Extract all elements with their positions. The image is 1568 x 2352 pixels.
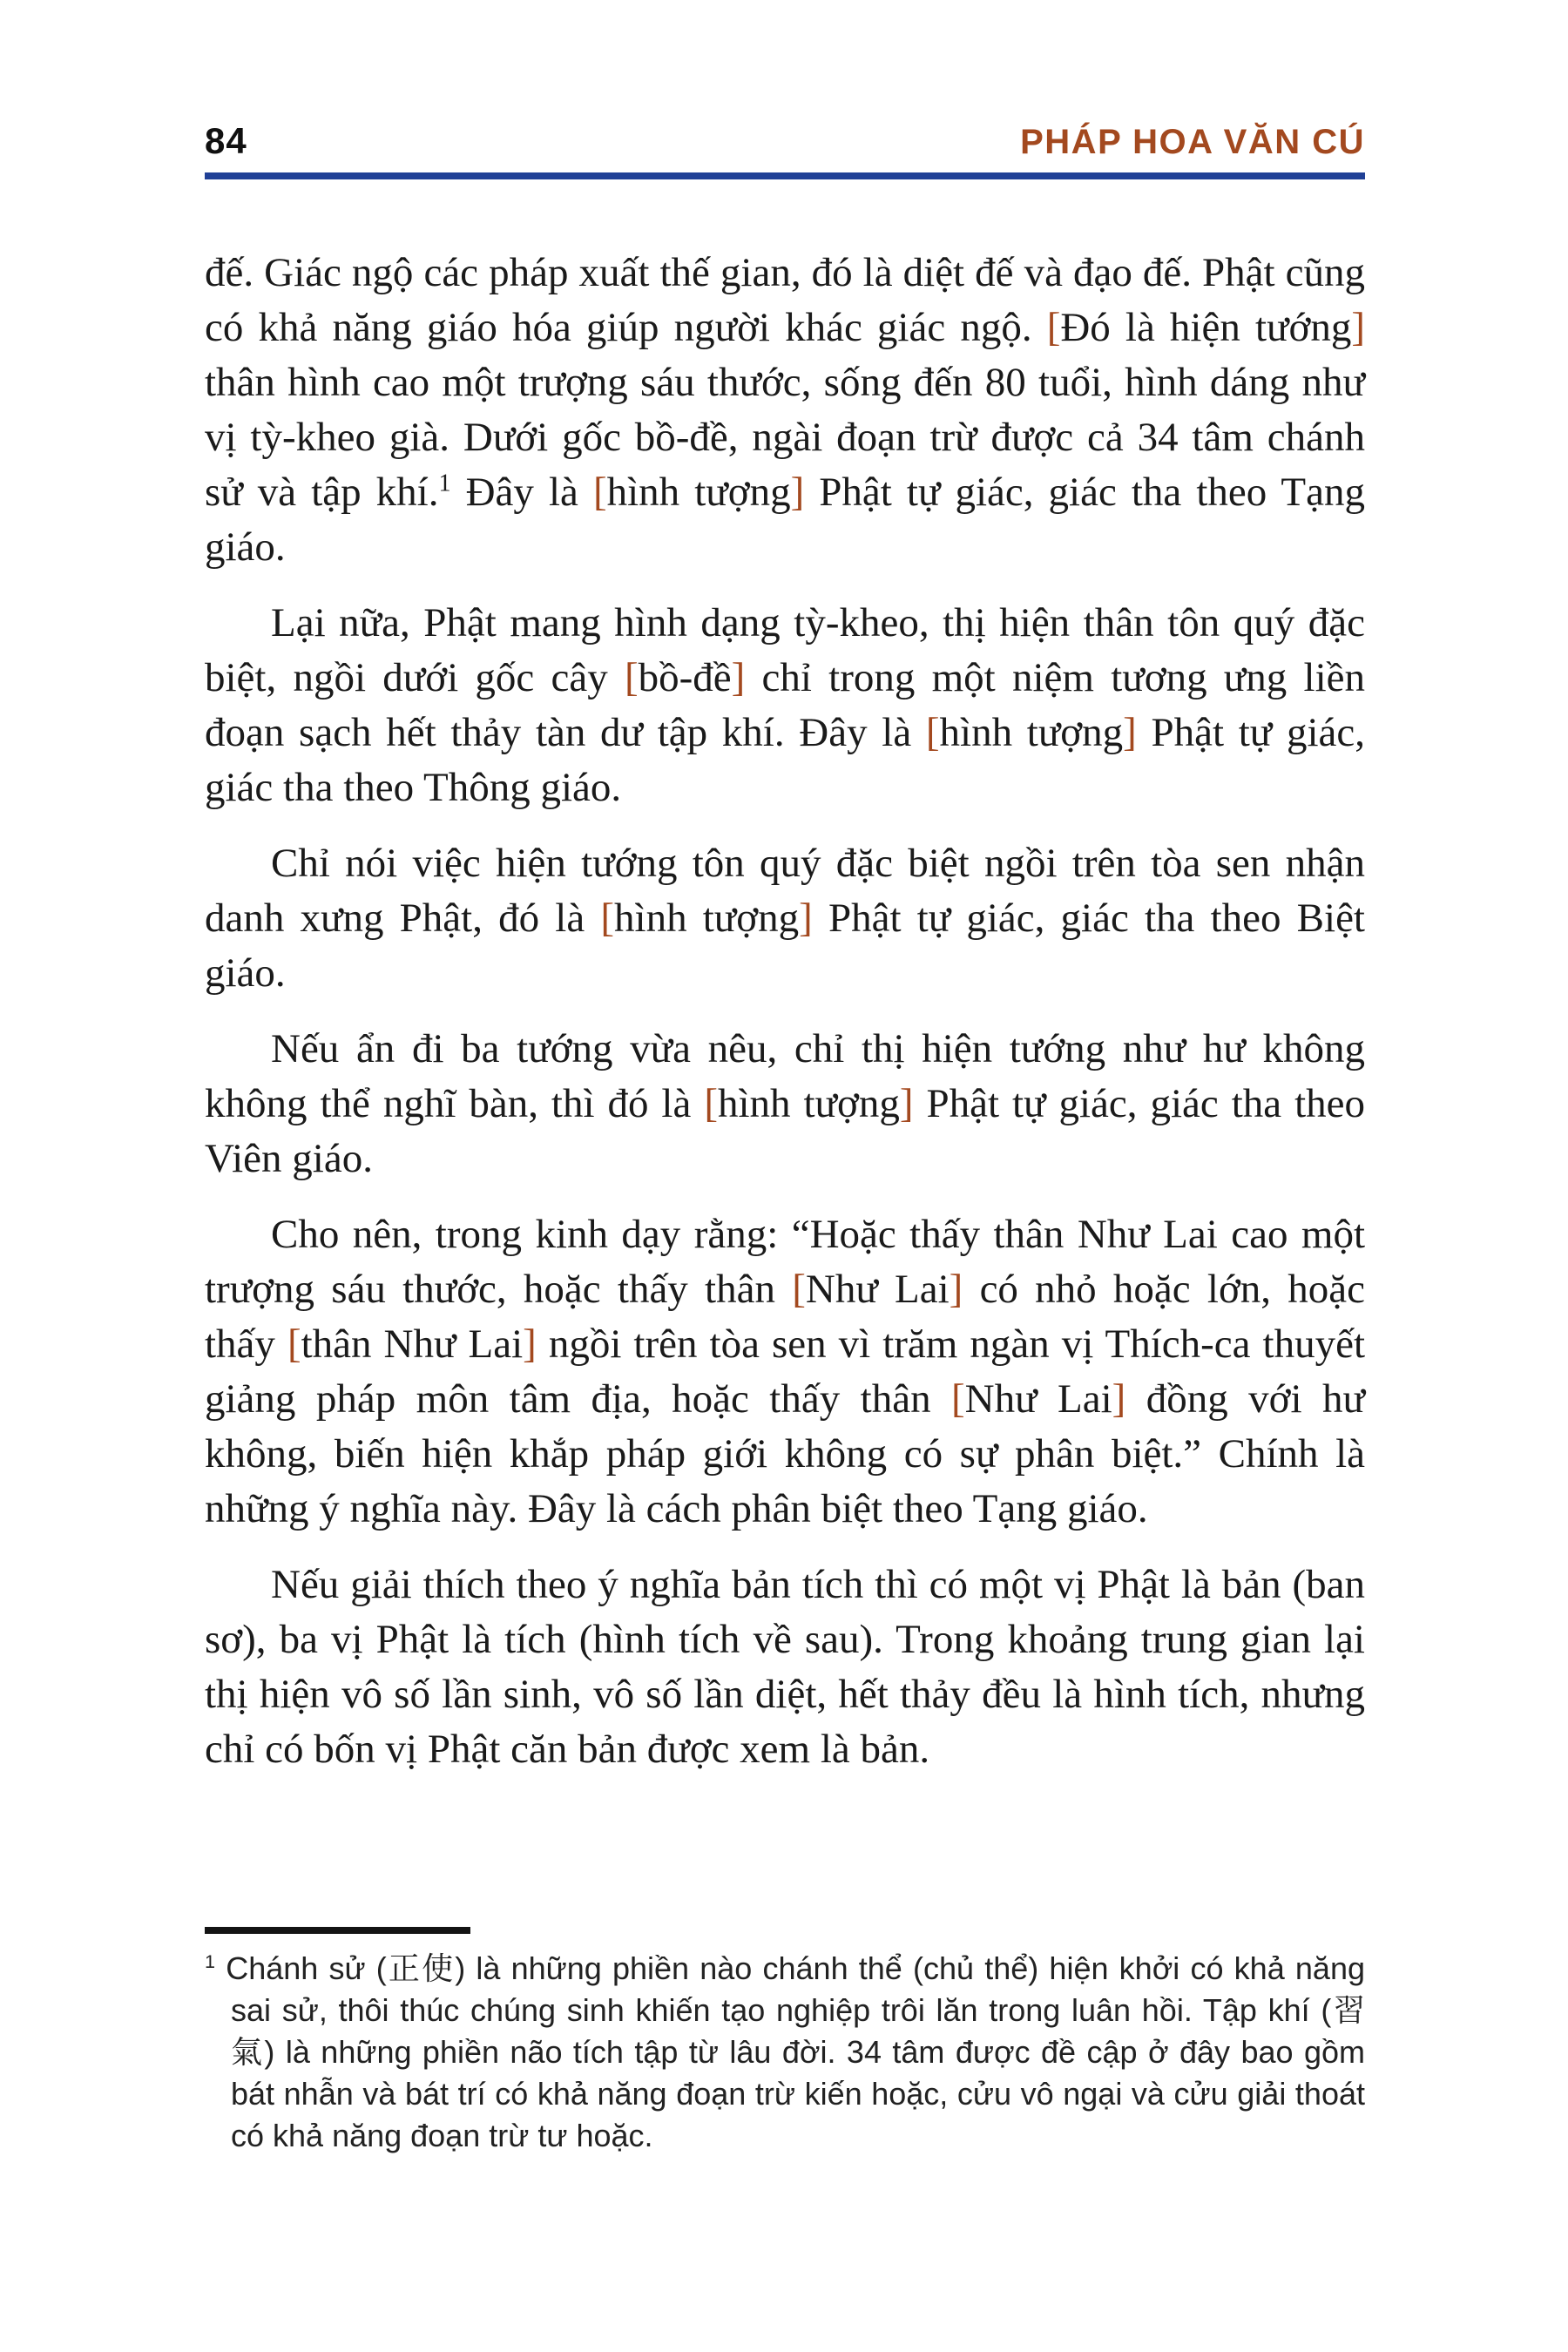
- editorial-insertion: [951, 1376, 1125, 1422]
- text-segment: Nếu ẩn đi ba tướng vừa nêu, chỉ thị hiện tướng như hư không không thể nghĩ bàn, thì đó là: [205, 1026, 1365, 1126]
- running-title: PHÁP HOA VĂN CÚ: [1020, 123, 1365, 161]
- footnote-paragraph: [205, 1948, 1365, 2157]
- text-segment: Cho nên, trong kinh dạy rằng: “Hoặc thấy thân Như Lai cao một trượng sáu thước, hoặc thấy thân: [205, 1212, 1365, 1312]
- body-paragraph: [205, 1558, 1365, 1777]
- header-rule: [205, 172, 1365, 179]
- footnote: [205, 1948, 1365, 2157]
- text-segment: ngồi trên tòa sen vì trăm ngàn vị Thích-ca thuyết giảng pháp môn tâm địa, hoặc thấy thân: [205, 1321, 1366, 1422]
- body-paragraph: [205, 246, 1365, 575]
- inserted-text: Như Lai: [964, 1376, 1112, 1422]
- bracket-close-mark: ]: [1123, 710, 1137, 755]
- body-paragraph: [205, 836, 1365, 1001]
- editorial-insertion: [593, 470, 804, 515]
- text-segment: Phật tự giác, giác tha theo Thông giáo.: [205, 710, 1365, 810]
- inserted-text: hình tượng: [606, 470, 791, 515]
- body-paragraph: [205, 1207, 1365, 1537]
- editorial-insertion: [1047, 305, 1365, 350]
- text-segment: Chỉ nói việc hiện tướng tôn quý đặc biệt ngồi trên tòa sen nhận danh xưng Phật, đó là: [205, 841, 1365, 941]
- footnote-ref: 1: [438, 470, 451, 497]
- body-text: [205, 246, 1365, 1798]
- bracket-open-mark: [: [600, 896, 615, 941]
- text-segment: Phật tự giác, giác tha theo Biệt giáo.: [205, 896, 1365, 996]
- page-number: 84: [205, 120, 247, 161]
- inserted-text: Như Lai: [805, 1267, 950, 1312]
- text-segment: có nhỏ hoặc lớn, hoặc thấy: [205, 1267, 1366, 1367]
- bracket-open-mark: [: [287, 1321, 301, 1367]
- footnote-ref: 1: [205, 1950, 216, 1972]
- editorial-insertion: [792, 1267, 963, 1312]
- text-segment: thân hình cao một trượng sáu thước, sống đến 80 tuổi, hình dáng như vị tỳ-kheo già. Dưới gốc bồ-đề, ngài đoạn trừ được cả 34 tâm chánh sử và tập khí.: [205, 360, 1365, 515]
- bracket-open-mark: [: [925, 710, 940, 755]
- text-segment: đồng với hư không, biến hiện khắp pháp giới không có sự phân biệt.” Chính là những ý nghĩa này. Đây là cách phân biệt theo Tạng giáo.: [205, 1376, 1365, 1531]
- text-segment: chỉ trong một niệm tương ưng liền đoạn sạch hết thảy tàn dư tập khí. Đây là: [205, 655, 1365, 755]
- footnote-separator: [205, 1927, 470, 1934]
- text-segment: Đây là: [450, 470, 593, 515]
- text-segment: Nếu giải thích theo ý nghĩa bản tích thì có một vị Phật là bản (ban sơ), ba vị Phật là tích (hình tích về sau). Trong khoảng trung gian lại thị hiện vô số lần sinh, vô số lần diệt, hết thảy đều là hình tích, nhưng chỉ có bốn vị Phật căn bản được xem là bản.: [205, 1562, 1365, 1772]
- bracket-open-mark: [: [792, 1267, 806, 1312]
- bracket-open-mark: [: [624, 655, 639, 700]
- editorial-insertion: [625, 655, 745, 700]
- bracket-close-mark: ]: [899, 1081, 914, 1126]
- text-segment: Phật tự giác, giác tha theo Tạng giáo.: [205, 470, 1365, 570]
- bracket-close-mark: ]: [1351, 305, 1366, 350]
- body-paragraph: [205, 596, 1365, 815]
- body-paragraph: [205, 1022, 1365, 1186]
- text-segment: Lại nữa, Phật mang hình dạng tỳ-kheo, thị hiện thân tôn quý đặc biệt, ngồi dưới gốc cây: [205, 600, 1365, 700]
- editorial-insertion: [704, 1081, 913, 1126]
- bracket-open-mark: [: [951, 1376, 965, 1422]
- bracket-close-mark: ]: [731, 655, 746, 700]
- bracket-open-mark: [: [704, 1081, 718, 1126]
- page-header: [205, 120, 1365, 162]
- text-segment: Chánh sử (正使) là những phiền nào chánh thể (chủ thể) hiện khởi có khả năng sai sử, thôi thúc chúng sinh khiến tạo nghiệp trôi lăn trong luân hồi. Tập khí (習氣) là những phiền não tích tập từ lâu đời. 34 tâm được đề cập ở đây bao gồm bát nhẫn và bát trí có khả năng đoạn trừ kiến hoặc, cửu vô ngại và cửu giải thoát có khả năng đoạn trừ tư hoặc.: [215, 1950, 1365, 2153]
- text-segment: Phật tự giác, giác tha theo Viên giáo.: [205, 1081, 1365, 1181]
- editorial-insertion: [926, 710, 1137, 755]
- inserted-text: hình tượng: [717, 1081, 900, 1126]
- inserted-text: hình tượng: [939, 710, 1124, 755]
- inserted-text: bồ-đề: [638, 655, 732, 700]
- text-segment: đế. Giác ngộ các pháp xuất thế gian, đó là diệt đế và đạo đế. Phật cũng có khả năng giáo hóa giúp người khác giác ngộ.: [205, 250, 1365, 350]
- bracket-close-mark: ]: [949, 1267, 963, 1312]
- bracket-close-mark: ]: [523, 1321, 537, 1367]
- inserted-text: hình tượng: [614, 896, 800, 941]
- editorial-insertion: [287, 1321, 537, 1367]
- editorial-insertion: [600, 896, 812, 941]
- inserted-text: thân Như Lai: [301, 1321, 524, 1367]
- bracket-open-mark: [: [1046, 305, 1061, 350]
- bracket-close-mark: ]: [790, 470, 805, 515]
- bracket-close-mark: ]: [799, 896, 813, 941]
- inserted-text: Đó là hiện tướng: [1060, 305, 1352, 350]
- bracket-open-mark: [: [592, 470, 607, 515]
- bracket-close-mark: ]: [1112, 1376, 1126, 1422]
